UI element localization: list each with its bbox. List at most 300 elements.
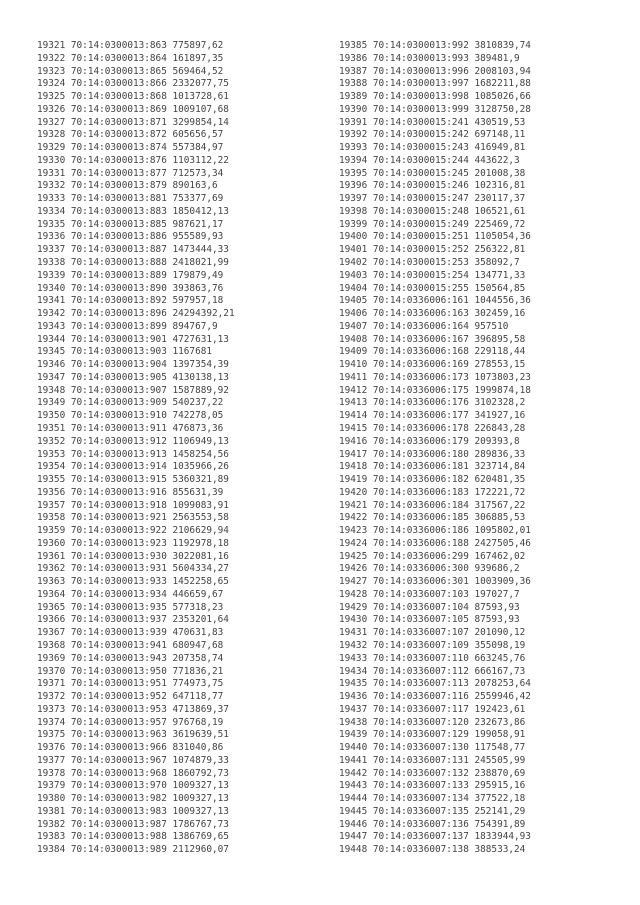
table-row [339, 359, 531, 372]
table-row [339, 91, 531, 104]
cadastral-number: 70:14:0300013:963 [70, 729, 167, 741]
cadastral-number: 70:14:0300013:913 [70, 448, 167, 460]
cadastral-number: 70:14:0300013:957 [70, 716, 167, 728]
cadastral-value: 2008103,94 [474, 65, 531, 77]
cadastral-number: 70:14:0300013:865 [70, 65, 167, 77]
cadastral-value: 939686,2 [474, 563, 520, 575]
cadastral-value: 134771,33 [474, 269, 526, 281]
table-row [37, 295, 235, 308]
row-number: 19420 [339, 486, 368, 498]
table-row [339, 40, 531, 53]
cadastral-value: 161897,35 [172, 52, 224, 64]
row-number: 19448 [339, 844, 368, 856]
table-row [37, 793, 235, 806]
cadastral-value: 697148,11 [474, 129, 526, 141]
table-row [339, 449, 531, 462]
cadastral-number: 70:14:0300013:916 [70, 486, 167, 498]
row-number: 19403 [339, 269, 368, 281]
cadastral-number: 70:14:0300013:983 [70, 805, 167, 817]
cadastral-number: 70:14:0300013:911 [70, 422, 167, 434]
row-number: 19389 [339, 91, 368, 103]
cadastral-value: 774973,75 [172, 678, 224, 690]
row-number: 19431 [339, 627, 368, 639]
table-row [37, 666, 235, 679]
cadastral-number: 70:14:0300013:950 [70, 665, 167, 677]
cadastral-number: 70:14:0336007:105 [372, 614, 469, 626]
row-number: 19397 [339, 193, 368, 205]
row-number: 19416 [339, 435, 368, 447]
cadastral-number: 70:14:0300015:245 [372, 167, 469, 179]
cadastral-number: 70:14:0300013:905 [70, 371, 167, 383]
table-row [339, 487, 531, 500]
row-number: 19354 [37, 461, 66, 473]
cadastral-value: 1452258,65 [172, 576, 229, 588]
cadastral-value: 3810839,74 [474, 40, 531, 51]
cadastral-number: 70:14:0300015:248 [372, 205, 469, 217]
table-row [339, 589, 531, 602]
table-row [339, 691, 531, 704]
cadastral-value: 388533,24 [474, 844, 526, 856]
row-number: 19438 [339, 716, 368, 728]
row-number: 19447 [339, 831, 368, 843]
cadastral-value: 2427505,46 [474, 537, 531, 549]
table-row [37, 308, 235, 321]
cadastral-number: 70:14:0300013:866 [70, 78, 167, 90]
row-number: 19430 [339, 614, 368, 626]
cadastral-number: 70:14:0336006:186 [372, 525, 469, 537]
cadastral-number: 70:14:0300013:901 [70, 333, 167, 345]
row-number: 19384 [37, 844, 66, 856]
row-number: 19390 [339, 103, 368, 115]
cadastral-number: 70:14:0300013:883 [70, 205, 167, 217]
row-number: 19326 [37, 103, 66, 115]
table-row [339, 717, 531, 730]
table-row [339, 819, 531, 832]
cadastral-number: 70:14:0336007:130 [372, 742, 469, 754]
row-number: 19337 [37, 244, 66, 256]
row-number: 19346 [37, 359, 66, 371]
row-number: 19349 [37, 397, 66, 409]
cadastral-number: 70:14:0336006:175 [372, 384, 469, 396]
cadastral-number: 70:14:0300013:899 [70, 320, 167, 332]
table-row [339, 602, 531, 615]
cadastral-number: 70:14:0300013:923 [70, 537, 167, 549]
row-number: 19368 [37, 639, 66, 651]
cadastral-number: 70:14:0300015:243 [372, 142, 469, 154]
cadastral-value: 712573,34 [172, 167, 224, 179]
table-row [37, 180, 235, 193]
cadastral-value: 245505,99 [474, 754, 526, 766]
table-row [339, 780, 531, 793]
table-row [339, 742, 531, 755]
table-row [37, 270, 235, 283]
row-number: 19385 [339, 40, 368, 51]
cadastral-number: 70:14:0300013:988 [70, 831, 167, 843]
cadastral-number: 70:14:0336006:164 [372, 320, 469, 332]
cadastral-value: 577318,23 [172, 601, 224, 613]
table-row [37, 780, 235, 793]
row-number: 19353 [37, 448, 66, 460]
table-row [37, 155, 235, 168]
cadastral-number: 70:14:0336007:117 [372, 703, 469, 715]
table-row [339, 500, 531, 513]
row-number: 19380 [37, 793, 66, 805]
row-number: 19425 [339, 550, 368, 562]
table-row [339, 219, 531, 232]
table-row [37, 334, 235, 347]
cadastral-number: 70:14:0336007:113 [372, 678, 469, 690]
cadastral-value: 1003909,36 [474, 576, 531, 588]
cadastral-value: 597957,18 [172, 295, 224, 307]
cadastral-value: 2106629,94 [172, 525, 229, 537]
cadastral-number: 70:14:0336006:161 [372, 295, 469, 307]
row-number: 19393 [339, 142, 368, 154]
cadastral-number: 70:14:0300015:241 [372, 116, 469, 128]
cadastral-number: 70:14:0300013:953 [70, 703, 167, 715]
table-row [339, 129, 531, 142]
row-number: 19410 [339, 359, 368, 371]
row-number: 19328 [37, 129, 66, 141]
cadastral-value: 317567,22 [474, 499, 526, 511]
cadastral-value: 295915,16 [474, 780, 526, 792]
row-number: 19424 [339, 537, 368, 549]
cadastral-number: 70:14:0300013:967 [70, 754, 167, 766]
table-row [37, 512, 235, 525]
cadastral-value: 306885,53 [474, 512, 526, 524]
cadastral-value: 3299854,14 [172, 116, 229, 128]
cadastral-number: 70:14:0300013:903 [70, 346, 167, 358]
cadastral-value: 252141,29 [474, 805, 526, 817]
row-number: 19335 [37, 218, 66, 230]
row-number: 19352 [37, 435, 66, 447]
table-row [37, 525, 235, 538]
cadastral-value: 987621,17 [172, 218, 224, 230]
row-number: 19388 [339, 78, 368, 90]
cadastral-number: 70:14:0336006:176 [372, 397, 469, 409]
table-row [339, 576, 531, 589]
row-number: 19414 [339, 410, 368, 422]
table-row [339, 117, 531, 130]
cadastral-value: 341927,16 [474, 410, 526, 422]
row-number: 19323 [37, 65, 66, 77]
table-row [339, 168, 531, 181]
cadastral-value: 396895,58 [474, 333, 526, 345]
cadastral-value: 197027,7 [474, 588, 520, 600]
table-row [37, 806, 235, 819]
cadastral-value: 3102328,2 [474, 397, 526, 409]
cadastral-number: 70:14:0300013:885 [70, 218, 167, 230]
cadastral-value: 229118,44 [474, 346, 526, 358]
cadastral-number: 70:14:0300013:966 [70, 742, 167, 754]
cadastral-number: 70:14:0300013:937 [70, 614, 167, 626]
table-row [339, 206, 531, 219]
cadastral-number: 70:14:0300013:989 [70, 844, 167, 856]
row-number: 19428 [339, 588, 368, 600]
cadastral-value: 358092,7 [474, 257, 520, 269]
table-row [37, 219, 235, 232]
cadastral-value: 4713869,37 [172, 703, 229, 715]
cadastral-value: 2078253,64 [474, 678, 531, 690]
cadastral-number: 70:14:0336006:181 [372, 461, 469, 473]
cadastral-number: 70:14:0300013:970 [70, 780, 167, 792]
row-number: 19366 [37, 614, 66, 626]
table-row [37, 653, 235, 666]
row-number: 19386 [339, 52, 368, 64]
cadastral-number: 70:14:0336007:136 [372, 818, 469, 830]
table-row [37, 461, 235, 474]
cadastral-number: 70:14:0300015:251 [372, 231, 469, 243]
row-number: 19395 [339, 167, 368, 179]
cadastral-number: 70:14:0300015:244 [372, 154, 469, 166]
table-row [37, 563, 235, 576]
table-row [37, 551, 235, 564]
row-number: 19379 [37, 780, 66, 792]
row-number: 19367 [37, 627, 66, 639]
cadastral-value: 167462,02 [474, 550, 526, 562]
table-row [339, 53, 531, 66]
cadastral-value: 2418021,99 [172, 257, 229, 269]
cadastral-value: 955589,93 [172, 231, 224, 243]
cadastral-value: 1850412,13 [172, 205, 229, 217]
table-row [37, 576, 235, 589]
table-row [37, 359, 235, 372]
cadastral-value: 87593,93 [474, 614, 520, 626]
cadastral-value: 1473444,33 [172, 244, 229, 256]
cadastral-value: 2332077,75 [172, 78, 229, 90]
table-row [339, 806, 531, 819]
row-number: 19363 [37, 576, 66, 588]
cadastral-value: 775897,62 [172, 40, 224, 51]
cadastral-value: 1192978,18 [172, 537, 229, 549]
table-row [339, 270, 531, 283]
row-number: 19327 [37, 116, 66, 128]
cadastral-value: 890163,6 [172, 180, 218, 192]
cadastral-value: 226843,28 [474, 422, 526, 434]
table-row [37, 640, 235, 653]
row-number: 19362 [37, 563, 66, 575]
cadastral-number: 70:14:0336007:112 [372, 665, 469, 677]
cadastral-number: 70:14:0336006:300 [372, 563, 469, 575]
table-row [339, 474, 531, 487]
cadastral-value: 540237,22 [172, 397, 224, 409]
table-row [37, 423, 235, 436]
table-row [37, 385, 235, 398]
cadastral-number: 70:14:0336006:188 [372, 537, 469, 549]
row-number: 19391 [339, 116, 368, 128]
row-number: 19355 [37, 474, 66, 486]
row-number: 19418 [339, 461, 368, 473]
table-row [37, 627, 235, 640]
table-row [339, 525, 531, 538]
cadastral-value: 1035966,26 [172, 461, 229, 473]
row-number: 19417 [339, 448, 368, 460]
cadastral-value: 430519,53 [474, 116, 526, 128]
row-number: 19437 [339, 703, 368, 715]
cadastral-value: 1587889,92 [172, 384, 229, 396]
row-number: 19419 [339, 474, 368, 486]
table-row [37, 691, 235, 704]
cadastral-value: 663245,76 [474, 652, 526, 664]
cadastral-number: 70:14:0300013:941 [70, 639, 167, 651]
table-row [37, 717, 235, 730]
row-number: 19442 [339, 767, 368, 779]
cadastral-number: 70:14:0300013:952 [70, 691, 167, 703]
cadastral-number: 70:14:0300013:933 [70, 576, 167, 588]
table-row [37, 831, 235, 844]
row-number: 19370 [37, 665, 66, 677]
cadastral-value: 976768,19 [172, 716, 224, 728]
cadastral-number: 70:14:0300013:907 [70, 384, 167, 396]
row-number: 19344 [37, 333, 66, 345]
cadastral-value: 192423,61 [474, 703, 526, 715]
row-number: 19359 [37, 525, 66, 537]
row-number: 19409 [339, 346, 368, 358]
row-number: 19411 [339, 371, 368, 383]
cadastral-value: 605656,57 [172, 129, 224, 141]
table-row [339, 410, 531, 423]
cadastral-value: 1074879,33 [172, 754, 229, 766]
row-number: 19441 [339, 754, 368, 766]
cadastral-number: 70:14:0336007:109 [372, 639, 469, 651]
cadastral-number: 70:14:0300015:249 [372, 218, 469, 230]
cadastral-number: 70:14:0336007:104 [372, 601, 469, 613]
cadastral-number: 70:14:0300013:918 [70, 499, 167, 511]
cadastral-number: 70:14:0300013:874 [70, 142, 167, 154]
table-row [37, 678, 235, 691]
row-number: 19423 [339, 525, 368, 537]
cadastral-value: 1085026,66 [474, 91, 531, 103]
cadastral-number: 70:14:0300013:887 [70, 244, 167, 256]
row-number: 19436 [339, 691, 368, 703]
table-row [37, 589, 235, 602]
cadastral-value: 1397354,39 [172, 359, 229, 371]
cadastral-number: 70:14:0300013:864 [70, 52, 167, 64]
table-row [37, 487, 235, 500]
cadastral-number: 70:14:0336006:173 [372, 371, 469, 383]
cadastral-value: 238870,69 [474, 767, 526, 779]
row-number: 19426 [339, 563, 368, 575]
cadastral-number: 70:14:0336006:167 [372, 333, 469, 345]
cadastral-number: 70:14:0336006:183 [372, 486, 469, 498]
cadastral-number: 70:14:0336006:184 [372, 499, 469, 511]
cadastral-number: 70:14:0336007:133 [372, 780, 469, 792]
row-number: 19331 [37, 167, 66, 179]
cadastral-value: 106521,61 [474, 205, 526, 217]
row-number: 19369 [37, 652, 66, 664]
row-number: 19376 [37, 742, 66, 754]
cadastral-value: 355098,19 [474, 639, 526, 651]
cadastral-value: 232673,86 [474, 716, 526, 728]
row-number: 19345 [37, 346, 66, 358]
table-row [37, 283, 235, 296]
cadastral-value: 1458254,56 [172, 448, 229, 460]
row-number: 19357 [37, 499, 66, 511]
left-column [37, 40, 235, 857]
cadastral-number: 70:14:0336006:301 [372, 576, 469, 588]
cadastral-number: 70:14:0336006:169 [372, 359, 469, 371]
cadastral-value: 207358,74 [172, 652, 224, 664]
row-number: 19421 [339, 499, 368, 511]
cadastral-number: 70:14:0300013:998 [372, 91, 469, 103]
cadastral-value: 102316,81 [474, 180, 526, 192]
right-column [339, 40, 531, 857]
cadastral-number: 70:14:0300013:910 [70, 410, 167, 422]
row-number: 19440 [339, 742, 368, 754]
row-number: 19400 [339, 231, 368, 243]
cadastral-number: 70:14:0300013:871 [70, 116, 167, 128]
cadastral-number: 70:14:0300013:951 [70, 678, 167, 690]
cadastral-number: 70:14:0336007:103 [372, 588, 469, 600]
cadastral-number: 70:14:0300013:879 [70, 180, 167, 192]
table-row [37, 321, 235, 334]
table-row [37, 755, 235, 768]
table-row [37, 53, 235, 66]
cadastral-number: 70:14:0300013:904 [70, 359, 167, 371]
cadastral-value: 5360321,89 [172, 474, 229, 486]
table-row [339, 512, 531, 525]
table-row [339, 538, 531, 551]
table-row [339, 334, 531, 347]
cadastral-number: 70:14:0300013:943 [70, 652, 167, 664]
cadastral-number: 70:14:0300013:914 [70, 461, 167, 473]
cadastral-number: 70:14:0336007:135 [372, 805, 469, 817]
cadastral-value: 855631,39 [172, 486, 224, 498]
cadastral-value: 201008,38 [474, 167, 526, 179]
cadastral-value: 894767,9 [172, 320, 218, 332]
table-row [37, 436, 235, 449]
row-number: 19347 [37, 371, 66, 383]
row-number: 19321 [37, 40, 66, 51]
cadastral-number: 70:14:0300013:872 [70, 129, 167, 141]
cadastral-value: 1009327,13 [172, 805, 229, 817]
cadastral-value: 831040,86 [172, 742, 224, 754]
table-row [37, 104, 235, 117]
row-number: 19336 [37, 231, 66, 243]
cadastral-value: 150564,85 [474, 282, 526, 294]
table-row [339, 614, 531, 627]
cadastral-value: 1099083,91 [172, 499, 229, 511]
table-row [339, 244, 531, 257]
cadastral-value: 1999874,18 [474, 384, 531, 396]
cadastral-number: 70:14:0336007:131 [372, 754, 469, 766]
cadastral-number: 70:14:0336007:120 [372, 716, 469, 728]
cadastral-number: 70:14:0336006:185 [372, 512, 469, 524]
row-number: 19445 [339, 805, 368, 817]
cadastral-number: 70:14:0336007:110 [372, 652, 469, 664]
table-row [339, 385, 531, 398]
table-row [339, 768, 531, 781]
table-row [339, 193, 531, 206]
row-number: 19322 [37, 52, 66, 64]
cadastral-value: 389481,9 [474, 52, 520, 64]
cadastral-number: 70:14:0300013:892 [70, 295, 167, 307]
table-row [37, 257, 235, 270]
cadastral-number: 70:14:0300013:922 [70, 525, 167, 537]
cadastral-number: 70:14:0300013:921 [70, 512, 167, 524]
cadastral-number: 70:14:0336006:179 [372, 435, 469, 447]
cadastral-number: 70:14:0300013:876 [70, 154, 167, 166]
cadastral-value: 754391,89 [474, 818, 526, 830]
table-row [37, 729, 235, 742]
cadastral-value: 201090,12 [474, 627, 526, 639]
table-row [339, 66, 531, 79]
cadastral-number: 70:14:0300013:890 [70, 282, 167, 294]
row-number: 19434 [339, 665, 368, 677]
row-number: 19394 [339, 154, 368, 166]
row-number: 19350 [37, 410, 66, 422]
row-number: 19340 [37, 282, 66, 294]
row-number: 19435 [339, 678, 368, 690]
